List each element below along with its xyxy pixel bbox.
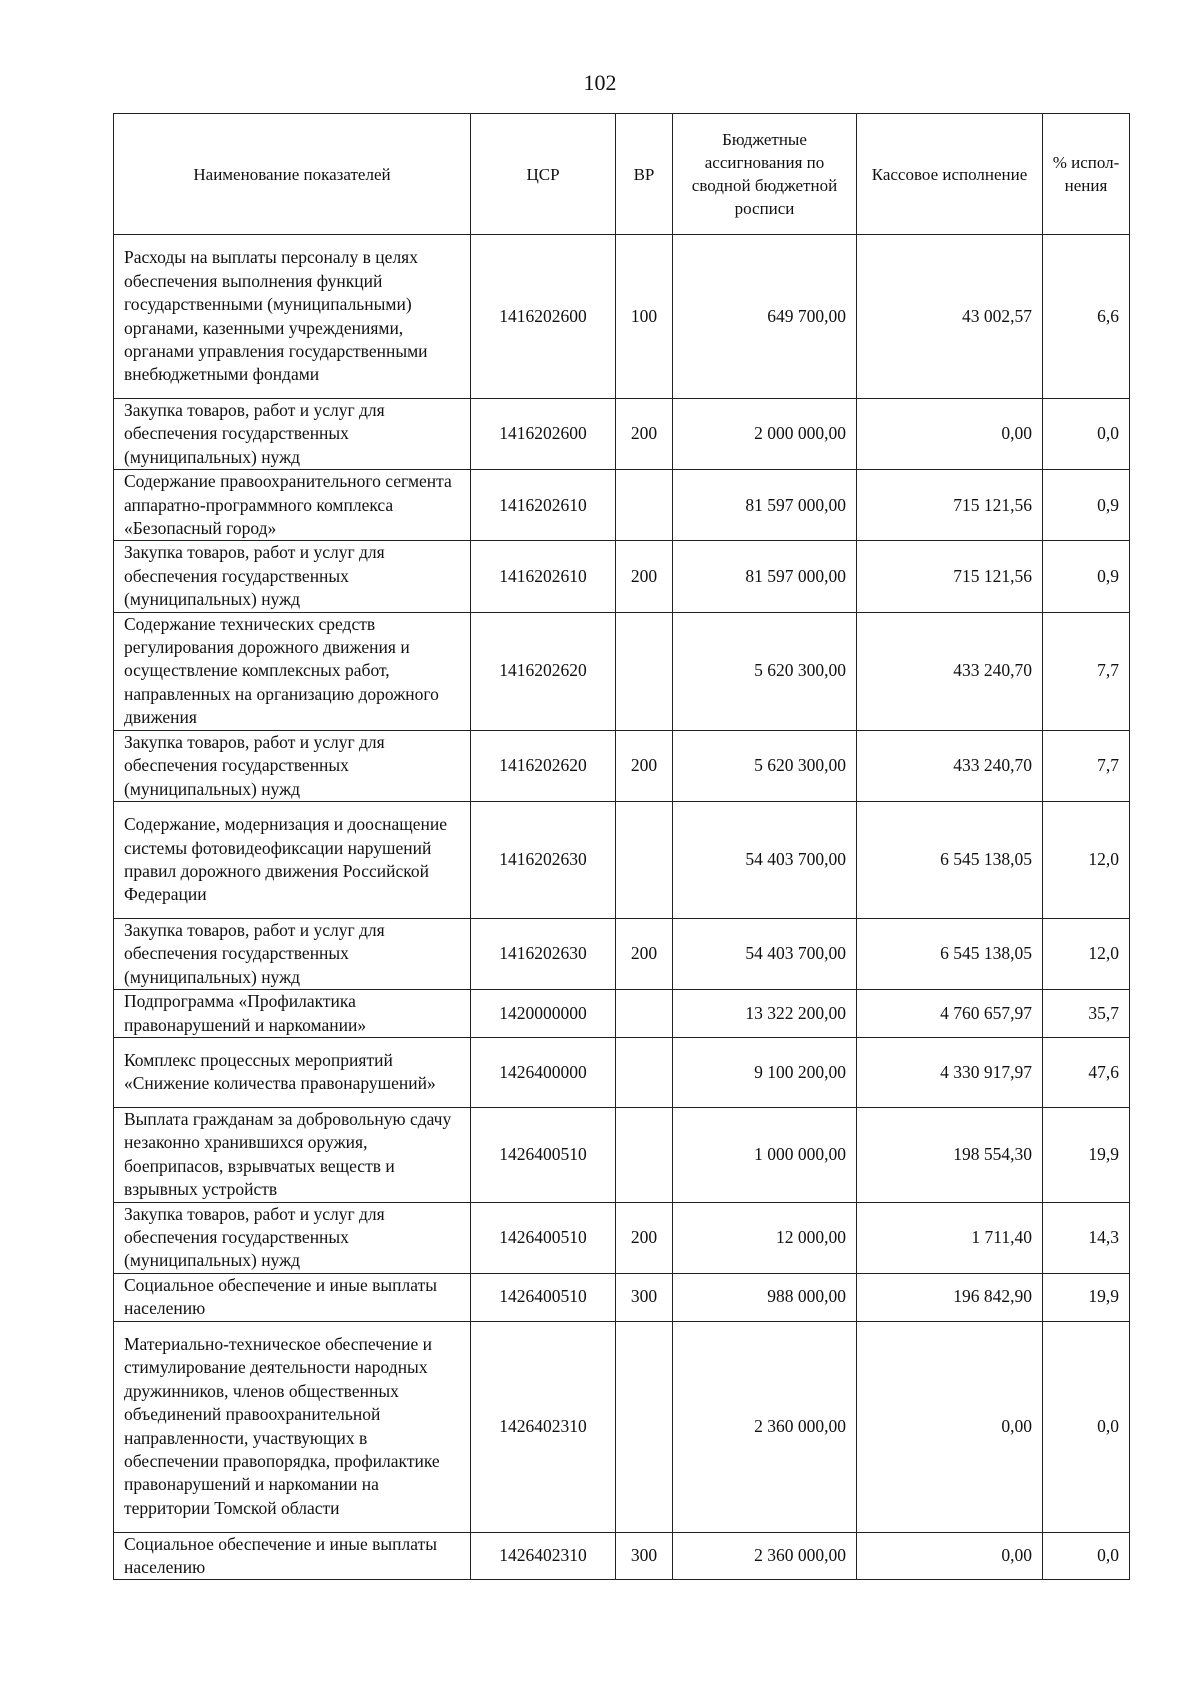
row-cash-cell: 433 240,70 xyxy=(857,730,1043,801)
row-name-cell: Комплекс процессных мероприятий «Снижение количества правонарушений» xyxy=(114,1037,471,1107)
table-row xyxy=(114,1273,1130,1321)
row-cash-cell: 715 121,56 xyxy=(857,470,1043,541)
row-name-cell: Материально-техническое обеспечение и стимулирование деятельности народных дружинников, членов общественных объединений правоохранительной направленности, участвующих в обеспечении правопорядка, профилактике правонарушений и наркомании на территории Томской области xyxy=(114,1321,471,1532)
row-csr-cell: 1416202630 xyxy=(471,801,616,918)
table-row xyxy=(114,730,1130,801)
row-percent-cell: 12,0 xyxy=(1043,801,1130,918)
row-percent-cell: 6,6 xyxy=(1043,235,1130,399)
row-cash-cell: 4 760 657,97 xyxy=(857,990,1043,1038)
row-percent-cell: 0,0 xyxy=(1043,1321,1130,1532)
row-percent-cell: 47,6 xyxy=(1043,1037,1130,1107)
table-row xyxy=(114,541,1130,612)
row-cash-cell: 0,00 xyxy=(857,1532,1043,1580)
row-budget-cell: 9 100 200,00 xyxy=(673,1037,857,1107)
row-vr-cell: 200 xyxy=(616,730,673,801)
row-cash-cell: 196 842,90 xyxy=(857,1273,1043,1321)
table-row xyxy=(114,1037,1130,1107)
row-percent-cell: 14,3 xyxy=(1043,1202,1130,1273)
row-cash-cell: 433 240,70 xyxy=(857,612,1043,730)
row-percent-cell: 7,7 xyxy=(1043,730,1130,801)
header-csr: ЦСР xyxy=(471,114,616,235)
row-csr-cell: 1426400510 xyxy=(471,1107,616,1202)
row-percent-cell: 19,9 xyxy=(1043,1107,1130,1202)
table-row xyxy=(114,612,1130,730)
row-vr-cell xyxy=(616,1037,673,1107)
row-name-cell: Социальное обеспечение и иные выплаты населению xyxy=(114,1532,471,1580)
row-csr-cell: 1416202600 xyxy=(471,399,616,470)
row-csr-cell: 1416202620 xyxy=(471,730,616,801)
row-vr-cell xyxy=(616,801,673,918)
row-cash-cell: 6 545 138,05 xyxy=(857,801,1043,918)
row-name-cell: Содержание правоохранительного сегмента аппаратно-программного комплекса «Безопасный город» xyxy=(114,470,471,541)
row-budget-cell: 81 597 000,00 xyxy=(673,541,857,612)
row-percent-cell: 0,9 xyxy=(1043,541,1130,612)
row-name-cell: Закупка товаров, работ и услуг для обеспечения государственных (муниципальных) нужд xyxy=(114,730,471,801)
row-vr-cell: 200 xyxy=(616,1202,673,1273)
table-row xyxy=(114,1321,1130,1532)
row-csr-cell: 1426402310 xyxy=(471,1321,616,1532)
row-name-cell: Выплата гражданам за добровольную сдачу незаконно хранившихся оружия, боеприпасов, взрывчатых веществ и взрывных устройств xyxy=(114,1107,471,1202)
row-cash-cell: 715 121,56 xyxy=(857,541,1043,612)
table-body xyxy=(114,235,1130,1580)
budget-execution-table xyxy=(113,113,1130,1580)
row-budget-cell: 13 322 200,00 xyxy=(673,990,857,1038)
row-budget-cell: 12 000,00 xyxy=(673,1202,857,1273)
row-vr-cell xyxy=(616,1107,673,1202)
row-budget-cell: 1 000 000,00 xyxy=(673,1107,857,1202)
row-percent-cell: 35,7 xyxy=(1043,990,1130,1038)
row-cash-cell: 1 711,40 xyxy=(857,1202,1043,1273)
row-vr-cell: 200 xyxy=(616,399,673,470)
row-name-cell: Содержание, модернизация и дооснащение системы фотовидеофиксации нарушений правил дорожного движения Российской Федерации xyxy=(114,801,471,918)
row-budget-cell: 5 620 300,00 xyxy=(673,612,857,730)
row-name-cell: Закупка товаров, работ и услуг для обеспечения государственных (муниципальных) нужд xyxy=(114,399,471,470)
row-cash-cell: 4 330 917,97 xyxy=(857,1037,1043,1107)
row-percent-cell: 7,7 xyxy=(1043,612,1130,730)
row-name-cell: Расходы на выплаты персоналу в целях обеспечения выполнения функций государственными (муниципальными) органами, казенными учреждениями, органами управления государственными внебюджетными фондами xyxy=(114,235,471,399)
row-cash-cell: 0,00 xyxy=(857,399,1043,470)
row-name-cell: Закупка товаров, работ и услуг для обеспечения государственных (муниципальных) нужд xyxy=(114,541,471,612)
row-budget-cell: 81 597 000,00 xyxy=(673,470,857,541)
row-budget-cell: 54 403 700,00 xyxy=(673,801,857,918)
row-vr-cell: 200 xyxy=(616,541,673,612)
row-budget-cell: 2 360 000,00 xyxy=(673,1532,857,1580)
row-percent-cell: 0,0 xyxy=(1043,1532,1130,1580)
row-cash-cell: 43 002,57 xyxy=(857,235,1043,399)
table-row xyxy=(114,470,1130,541)
row-vr-cell: 100 xyxy=(616,235,673,399)
row-csr-cell: 1416202600 xyxy=(471,235,616,399)
row-csr-cell: 1420000000 xyxy=(471,990,616,1038)
row-name-cell: Закупка товаров, работ и услуг для обеспечения государственных (муниципальных) нужд xyxy=(114,918,471,989)
row-cash-cell: 198 554,30 xyxy=(857,1107,1043,1202)
row-name-cell: Подпрограмма «Профилактика правонарушений и наркомании» xyxy=(114,990,471,1038)
table-row xyxy=(114,1107,1130,1202)
row-budget-cell: 2 000 000,00 xyxy=(673,399,857,470)
row-name-cell: Закупка товаров, работ и услуг для обеспечения государственных (муниципальных) нужд xyxy=(114,1202,471,1273)
row-budget-cell: 988 000,00 xyxy=(673,1273,857,1321)
header-vr: ВР xyxy=(616,114,673,235)
row-csr-cell: 1426402310 xyxy=(471,1532,616,1580)
row-percent-cell: 0,9 xyxy=(1043,470,1130,541)
table-row xyxy=(114,990,1130,1038)
header-cash: Кассовое исполнение xyxy=(857,114,1043,235)
row-csr-cell: 1416202620 xyxy=(471,612,616,730)
header-name: Наименование показателей xyxy=(114,114,471,235)
row-cash-cell: 0,00 xyxy=(857,1321,1043,1532)
table-header-row xyxy=(114,114,1130,235)
page-number: 102 xyxy=(583,70,617,95)
table-row xyxy=(114,801,1130,918)
row-vr-cell: 300 xyxy=(616,1273,673,1321)
header-budget: Бюджетные ассигнования по сводной бюджетной росписи xyxy=(673,114,857,235)
table-row xyxy=(114,1202,1130,1273)
row-csr-cell: 1416202610 xyxy=(471,470,616,541)
row-vr-cell xyxy=(616,612,673,730)
table-row xyxy=(114,399,1130,470)
row-cash-cell: 6 545 138,05 xyxy=(857,918,1043,989)
row-name-cell: Содержание технических средств регулирования дорожного движения и осуществление комплексных работ, направленных на организацию дорожного движения xyxy=(114,612,471,730)
row-percent-cell: 19,9 xyxy=(1043,1273,1130,1321)
row-name-cell: Социальное обеспечение и иные выплаты населению xyxy=(114,1273,471,1321)
row-vr-cell xyxy=(616,470,673,541)
row-vr-cell xyxy=(616,990,673,1038)
row-percent-cell: 12,0 xyxy=(1043,918,1130,989)
row-budget-cell: 5 620 300,00 xyxy=(673,730,857,801)
row-csr-cell: 1416202610 xyxy=(471,541,616,612)
row-csr-cell: 1426400510 xyxy=(471,1273,616,1321)
row-budget-cell: 54 403 700,00 xyxy=(673,918,857,989)
row-percent-cell: 0,0 xyxy=(1043,399,1130,470)
row-vr-cell: 300 xyxy=(616,1532,673,1580)
row-vr-cell xyxy=(616,1321,673,1532)
row-budget-cell: 2 360 000,00 xyxy=(673,1321,857,1532)
table-row xyxy=(114,235,1130,399)
row-vr-cell: 200 xyxy=(616,918,673,989)
header-percent: % испол-нения xyxy=(1043,114,1130,235)
row-budget-cell: 649 700,00 xyxy=(673,235,857,399)
table-row xyxy=(114,918,1130,989)
row-csr-cell: 1426400000 xyxy=(471,1037,616,1107)
table-row xyxy=(114,1532,1130,1580)
row-csr-cell: 1426400510 xyxy=(471,1202,616,1273)
row-csr-cell: 1416202630 xyxy=(471,918,616,989)
